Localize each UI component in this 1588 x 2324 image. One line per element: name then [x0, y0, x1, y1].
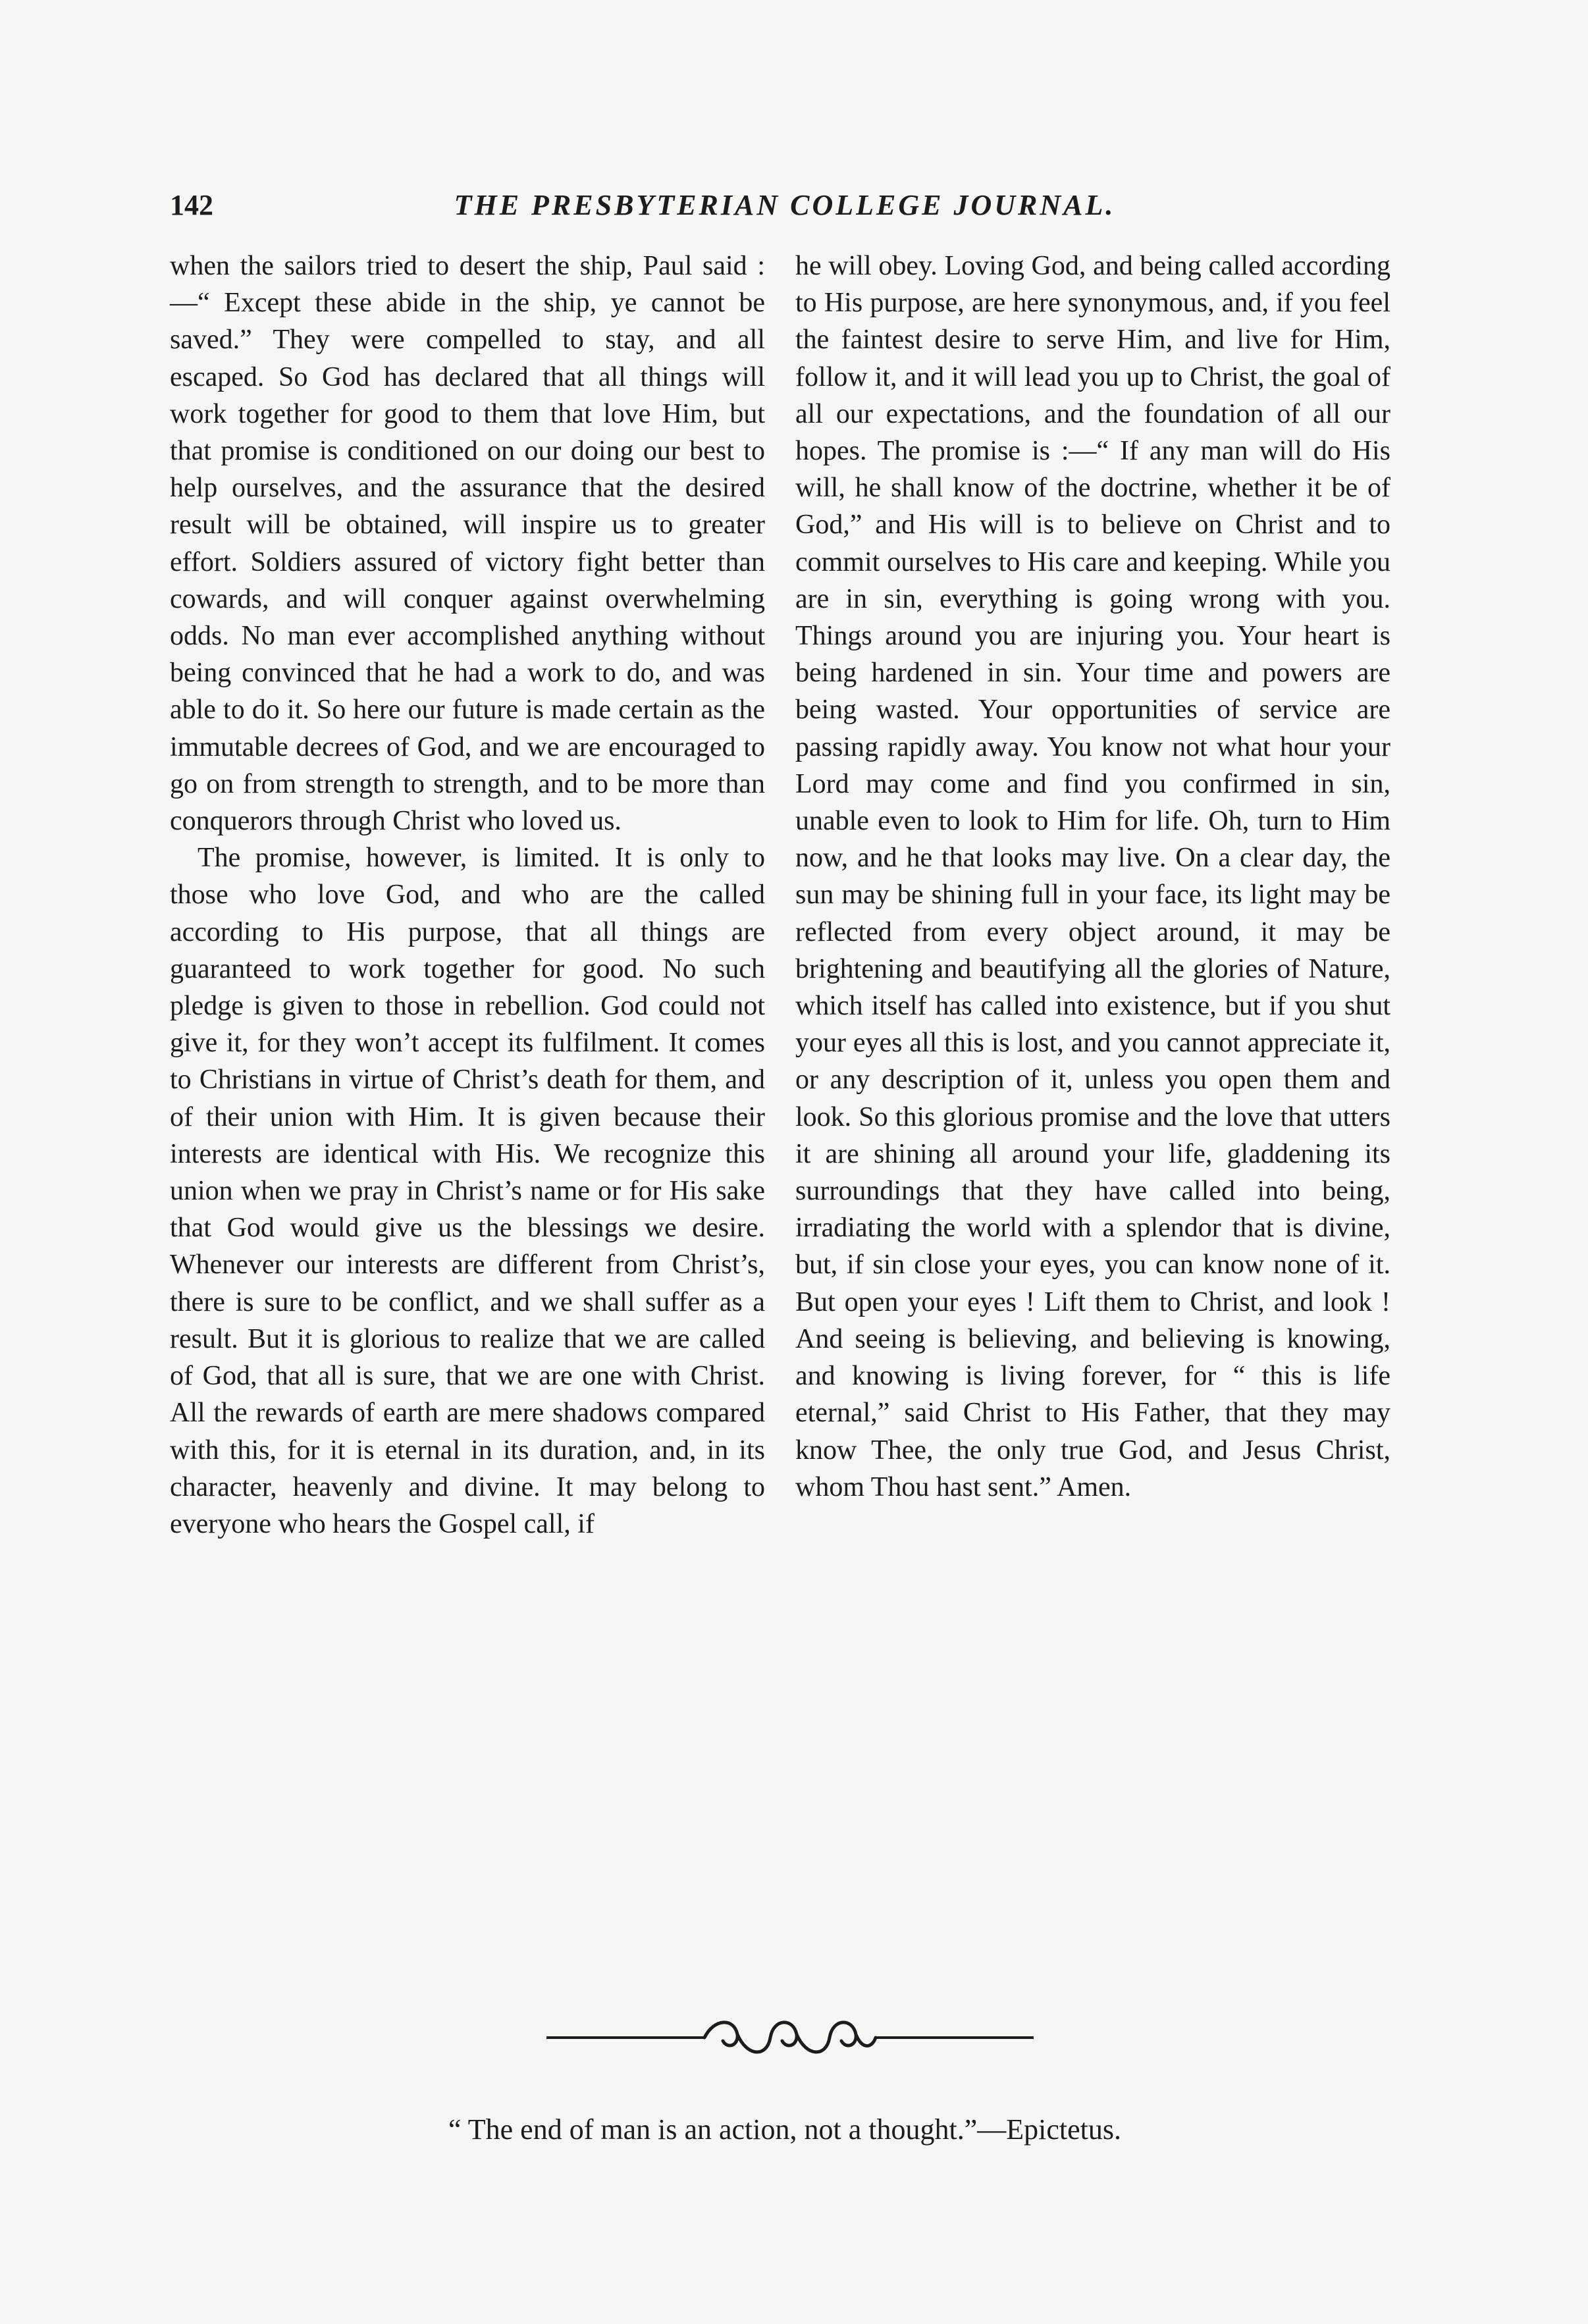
- running-title: THE PRESBYTERIAN COLLEGE JOURNAL.: [454, 189, 1116, 221]
- page-header: [170, 186, 1400, 225]
- left-paragraph-2: The promise, however, is limited. It is only to those who love God, and who are the called according to His purpose, that all things are guaranteed to work together for good. No such pledge is given to those in rebellion. God could not give it, for they won’t accept its fulfilment. It comes to Christians in virtue of Christ’s death for them, and of their union with Him. It is given because their interests are identical with His. We recognize this union when we pray in Christ’s name or for His sake that God would give us the blessings we desire. Whenever our interests are different from Christ’s, there is sure to be conflict, and we shall suffer as a result. But it is glorious to realize that we are called of God, that all is sure, that we are one with Christ. All the rewards of earth are mere shadows compared with this, for it is eternal in its duration, and, in its character, heavenly and divine. It may belong to everyone who hears the Gospel call, if: [170, 843, 765, 1539]
- right-paragraph-1: he will obey. Loving God, and being called according to His purpose, are here synonymous, and, if you feel the faintest desire to serve Him, and live for Him, follow it, and it will lead you up to Christ, the goal of all our expectations, and the foundation of all our hopes. The promise is :—“ If any man will do His will, he shall know of the doctrine, whether it be of God,” and His will is to believe on Christ and to commit ourselves to His care and keeping. While you are in sin, everything is going wrong with you. Things around you are injuring you. Your heart is being hardened in sin. Your time and powers are being wasted. Your opportunities of service are passing rapidly away. You know not what hour your Lord may come and find you confirmed in sin, unable even to look to Him for life. Oh, turn to Him now, and he that looks may live. On a clear day, the sun may be shining full in your face, its light may be reflected from every object around, it may be brightening and beautifying all the glories of Nature, which itself has called into existence, but if you shut your eyes all this is lost, and you cannot appreciate it, or any description of it, unless you open them and look. So this glorious promise and the love that utters it are shining all around your life, gladdening its surroundings that they have called into being, irradiating the world with a splendor that is divine, but, if sin close your eyes, you can know none of it. But open your eyes ! Lift them to Christ, and look ! And seeing is believing, and believing is knowing, and knowing is living forever, for “ this is life eternal,” said Christ to His Father, that they may know Thee, the only true God, and Jesus Christ, whom Thou hast sent.” Amen.: [795, 251, 1390, 1502]
- scroll-wave-divider-icon: [546, 2011, 1034, 2064]
- left-paragraph-1: when the sailors tried to desert the ship, Paul said :—“ Except these abide in the ship, ye cannot be saved.” They were compelled to stay, and all escaped. So God has declared that all things will work together for good to them that love Him, but that promise is conditioned on our doing our best to help ourselves, and the assurance that the desired result will be obtained, will inspire us to greater effort. Soldiers assured of victory fight better than cowards, and will conquer against overwhelming odds. No man ever accomplished anything without being convinced that he had a work to do, and was able to do it. So here our future is made certain as the immutable decrees of God, and we are encouraged to go on from strength to strength, and to be more than conquerors through Christ who loved us.: [170, 251, 765, 837]
- right-column: [795, 248, 1390, 1506]
- left-column: [170, 248, 765, 1543]
- epictetus-quote: “ The end of man is an action, not a thought.”—Epictetus.: [448, 2113, 1121, 2146]
- page-number: 142: [170, 189, 213, 221]
